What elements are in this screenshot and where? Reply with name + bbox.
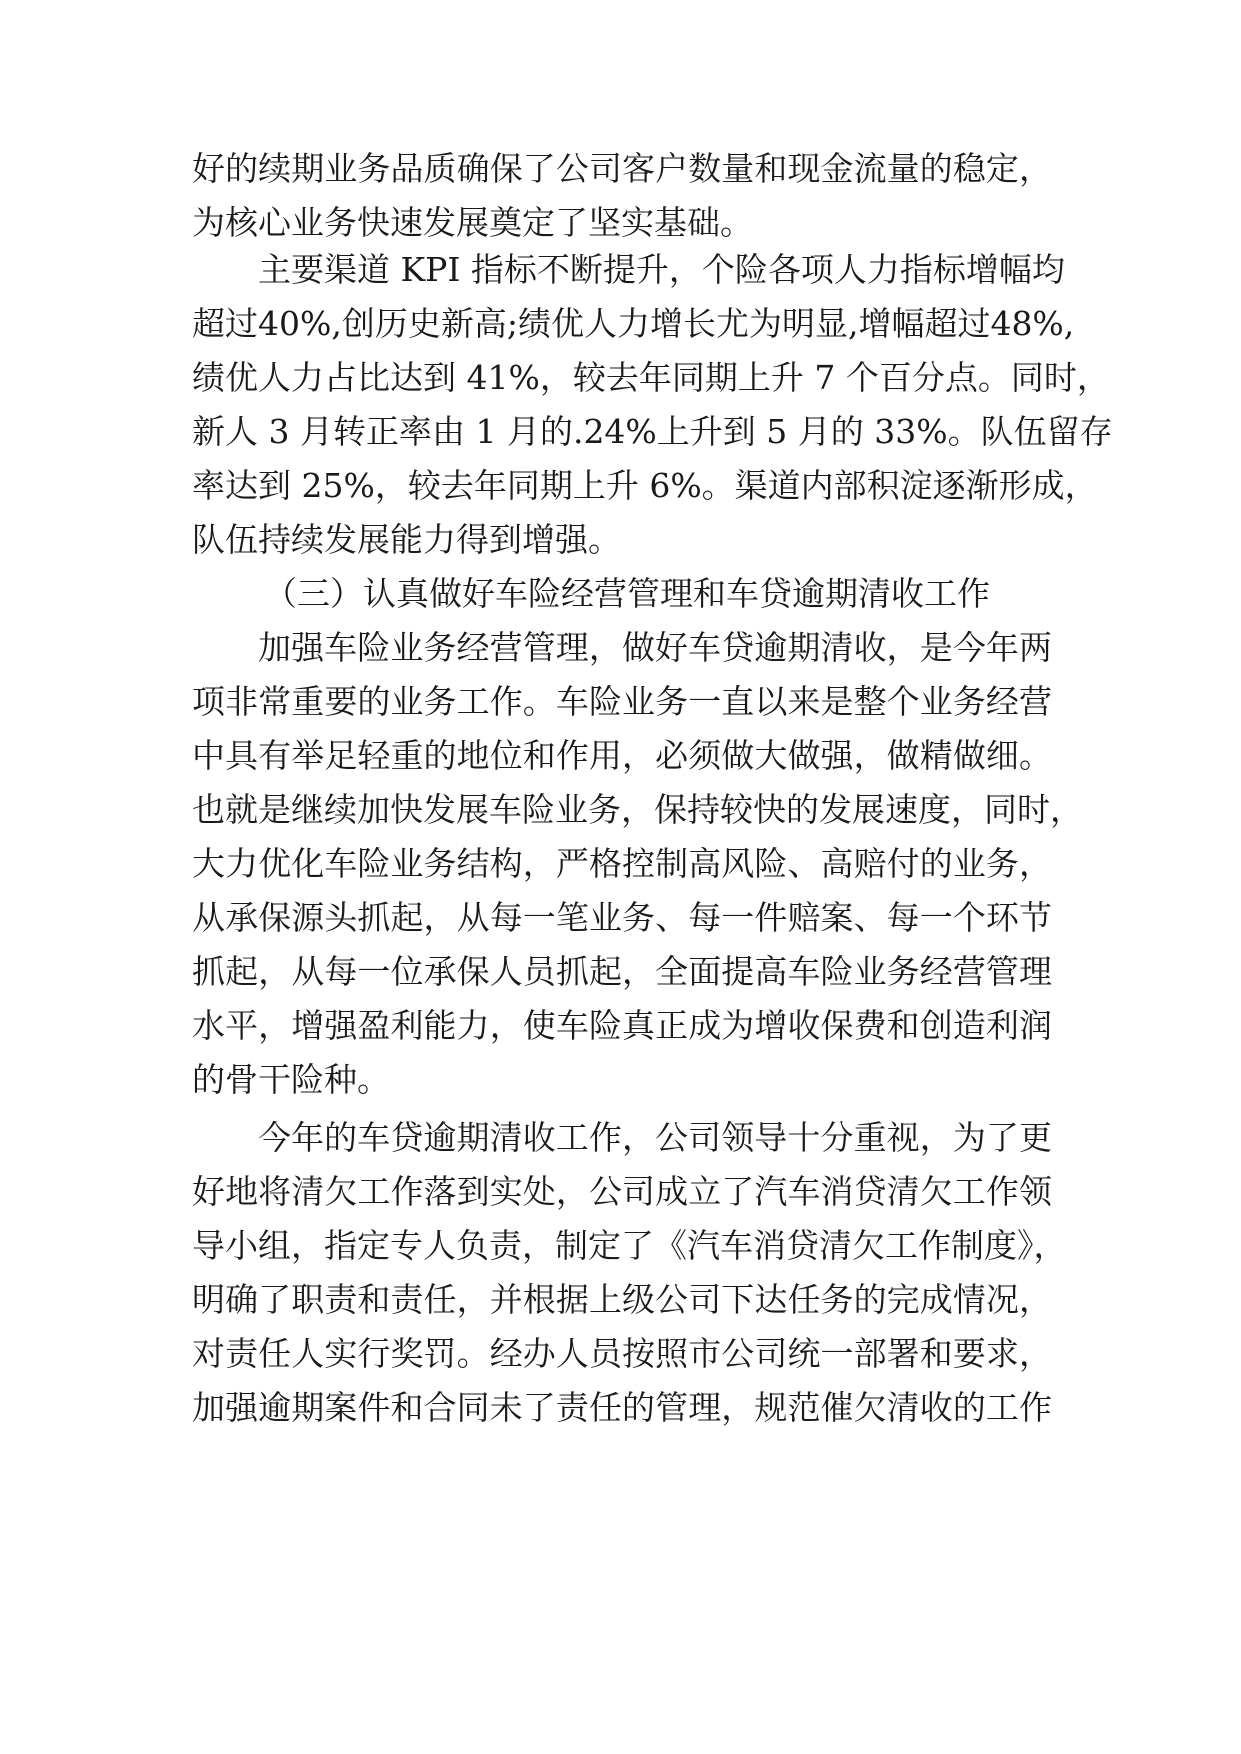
text-line: 导小组，指定专人负责，制定了《汽车消贷清欠工作制度》， [192,1226,1067,1265]
text-line: 好的续期业务品质确保了公司客户数量和现金流量的稳定， [192,149,1052,188]
text-line: 大力优化车险业务结构，严格控制高风险、高赔付的业务， [192,844,1052,883]
text-line: 的骨干险种。 [192,1060,390,1099]
text-line: 绩优人力占比达到 41%，较去年同期上升 7 个百分点。同时， [192,358,1110,397]
text-line: 超过40%,创历史新高;绩优人力增长尤为明显,增幅超过48%, [192,304,1075,343]
text-line: 率达到 25%，较去年同期上升 6%。渠道内部积淀逐渐形成， [192,466,1098,505]
text-line: 也就是继续加快发展车险业务，保持较快的发展速度，同时， [192,790,1083,829]
paragraph-first-line: 今年的车贷逾期清收工作，公司领导十分重视，为了更 [258,1118,1052,1157]
text-line: 好地将清欠工作落到实处，公司成立了汽车消贷清欠工作领 [192,1172,1052,1211]
text-line: 明确了职责和责任，并根据上级公司下达任务的完成情况， [192,1280,1052,1319]
text-line: 为核心业务快速发展奠定了坚实基础。 [192,203,753,242]
section-heading: （三）认真做好车险经营管理和车贷逾期清收工作 [264,574,990,613]
paragraph-first-line: 加强车险业务经营管理，做好车贷逾期清收，是今年两 [258,628,1052,667]
text-line: 队伍持续发展能力得到增强。 [192,520,621,559]
text-line: 抓起，从每一位承保人员抓起，全面提高车险业务经营管理 [192,952,1052,991]
text-line: 项非常重要的业务工作。车险业务一直以来是整个业务经营 [192,682,1052,721]
text-line: 中具有举足轻重的地位和作用，必须做大做强，做精做细。 [192,736,1052,775]
text-line: 加强逾期案件和合同未了责任的管理，规范催欠清收的工作 [192,1388,1052,1427]
text-line: 从承保源头抓起，从每一笔业务、每一件赔案、每一个环节 [192,898,1052,937]
text-line: 新人 3 月转正率由 1 月的.24%上升到 5 月的 33%。队伍留存 [192,412,1113,451]
text-line: 对责任人实行奖罚。经办人员按照市公司统一部署和要求， [192,1334,1052,1373]
text-line: 水平，增强盈利能力，使车险真正成为增收保费和创造利润 [192,1006,1052,1045]
paragraph-first-line: 主要渠道 KPI 指标不断提升，个险各项人力指标增幅均 [258,250,1065,289]
